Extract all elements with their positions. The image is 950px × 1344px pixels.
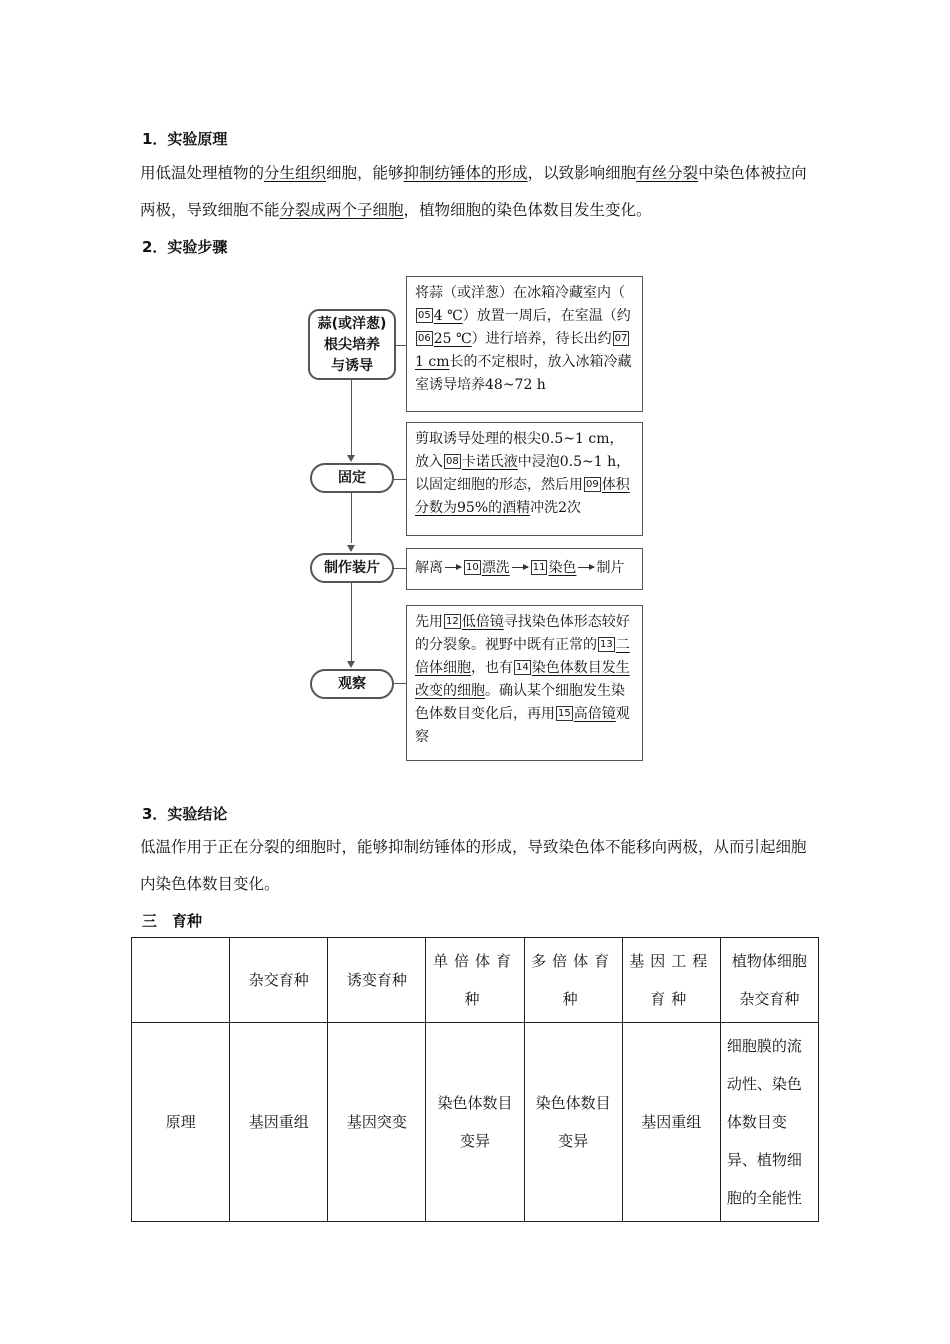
table-header-cell: 植物体细胞杂交育种 (720, 938, 818, 1023)
table-cell: 基因突变 (328, 1023, 426, 1222)
connector-line (351, 583, 352, 663)
connector-line (351, 379, 352, 456)
section-heading-conclusion: 3．实验结论 (142, 805, 228, 823)
table-header-cell: 诱变育种 (328, 938, 426, 1023)
answer-text: 体积分数为95%的酒精 (415, 477, 630, 516)
section-heading-steps: 2．实验步骤 (142, 238, 228, 256)
answer-text: 1 cm (415, 354, 450, 370)
blank-number: 08 (446, 456, 459, 467)
arrow-icon (578, 567, 594, 568)
text-run: ，也有 (471, 660, 513, 676)
text-run: ）放置一周后，在室温（约 (462, 308, 631, 324)
table-row-label: 原理 (132, 1023, 230, 1222)
answer-text: 25 ℃ (433, 331, 472, 347)
underlined-term: 有丝分裂 (636, 164, 699, 182)
text-run: 先用 (415, 614, 443, 630)
table-header-cell: 单倍体育种 (426, 938, 524, 1023)
table-cell: 染色体数目变异 (524, 1023, 622, 1222)
answer-text: 染色体数目发生改变的细胞 (415, 660, 630, 699)
underlined-term: 分裂成两个子细胞 (279, 201, 404, 219)
answer-text: 卡诺氏液 (461, 454, 518, 470)
text-run: 冲洗2次 (530, 500, 582, 516)
blank-number: 09 (586, 479, 599, 490)
text-run: 用低温处理植物的 (140, 164, 265, 182)
text-run: ，以致影响细胞 (527, 164, 637, 182)
flow-node-root-culture (308, 309, 396, 380)
arrow-icon (445, 567, 461, 568)
blank-number: 13 (600, 639, 613, 650)
text-run: 解离 (415, 560, 443, 576)
flow-node-observation: 观察 (310, 669, 394, 699)
connector-line (351, 492, 352, 543)
text-run: ）进行培养，待长出约 (471, 331, 612, 347)
flow-box-slide-prep (406, 548, 643, 590)
flow-box-observation (406, 605, 643, 761)
table-header-cell: 多倍体育种 (524, 938, 622, 1023)
flow-node-fixation: 固定 (310, 463, 394, 493)
arrow-head (347, 661, 355, 668)
arrow-icon (512, 567, 528, 568)
node-label: 蒜(或洋葱) (317, 316, 387, 332)
answer-text: 低倍镜 (461, 614, 504, 630)
answer-text: 4 ℃ (433, 308, 463, 324)
blank-number: 05 (418, 310, 431, 321)
blank-number: 12 (446, 616, 459, 627)
table-header-cell: 杂交育种 (230, 938, 328, 1023)
text-run: 长的不定根时，放入冰箱冷藏室诱导培养48~72 h (415, 354, 632, 393)
table-cell: 基因重组 (230, 1023, 328, 1222)
table-cell: 基因重组 (622, 1023, 720, 1222)
table-header-cell (132, 938, 230, 1023)
text-run: ，植物细胞的染色体数目发生变化。 (403, 201, 652, 219)
answer-text: 染色 (548, 560, 577, 576)
arrow-head (347, 455, 355, 462)
underlined-term: 分生组织 (264, 164, 327, 182)
section-heading-breeding: 三 育种 (142, 912, 203, 930)
text-run: 剪取诱导处理的根尖0.5~1 cm，放入 (415, 431, 624, 470)
underlined-term: 抑制纺锤体的形成 (403, 164, 528, 182)
text-run: 寻找染色体形态较好的分裂象。视野中既有正常的 (415, 614, 630, 653)
node-label: 根尖培养 (324, 337, 380, 353)
text-run: 。确认某个细胞发生染色体数目变化后，再用 (415, 683, 625, 722)
breeding-table (131, 937, 819, 1222)
table-header-row (132, 938, 819, 1023)
blank-number: 14 (516, 662, 529, 673)
blank-number: 11 (532, 562, 546, 573)
arrow-head (347, 545, 355, 552)
text-run: 细胞，能够 (326, 164, 404, 182)
answer-text: 漂洗 (481, 560, 510, 576)
table-header-cell: 基因工程育种 (622, 938, 720, 1023)
answer-text: 二倍体细胞 (415, 637, 630, 676)
blank-number: 06 (418, 333, 431, 344)
text-run: 制片 (596, 560, 625, 576)
blank-number: 10 (466, 562, 479, 573)
table-cell: 细胞膜的流动性、染色体数目变异、植物细胞的全能性 (720, 1023, 818, 1222)
text-run: 中浸泡0.5~1 h，以固定细胞的形态，然后用 (415, 454, 631, 493)
blank-number: 07 (614, 333, 628, 344)
node-label: 与诱导 (331, 358, 373, 374)
answer-text: 高倍镜 (573, 706, 616, 722)
conclusion-paragraph: 低温作用于正在分裂的细胞时，能够抑制纺锤体的形成，导致染色体不能移向两极，从而引起细胞内染色体数目变化。 (140, 838, 807, 893)
text-run: 观察 (415, 706, 630, 745)
text-run: 将蒜（或洋葱）在冰箱冷藏室内（ (415, 285, 625, 301)
text-run: 中染色体被拉向两极，导致细胞不能 (140, 164, 807, 219)
blank-number: 15 (558, 708, 571, 719)
table-cell: 染色体数目变异 (426, 1023, 524, 1222)
table-row (132, 1023, 819, 1222)
flow-box-root-culture (406, 276, 643, 412)
flow-box-fixation (406, 422, 643, 536)
flow-node-slide-prep: 制作装片 (310, 553, 394, 583)
principle-paragraph (140, 155, 812, 229)
section-heading-principle: 1．实验原理 (142, 130, 228, 148)
